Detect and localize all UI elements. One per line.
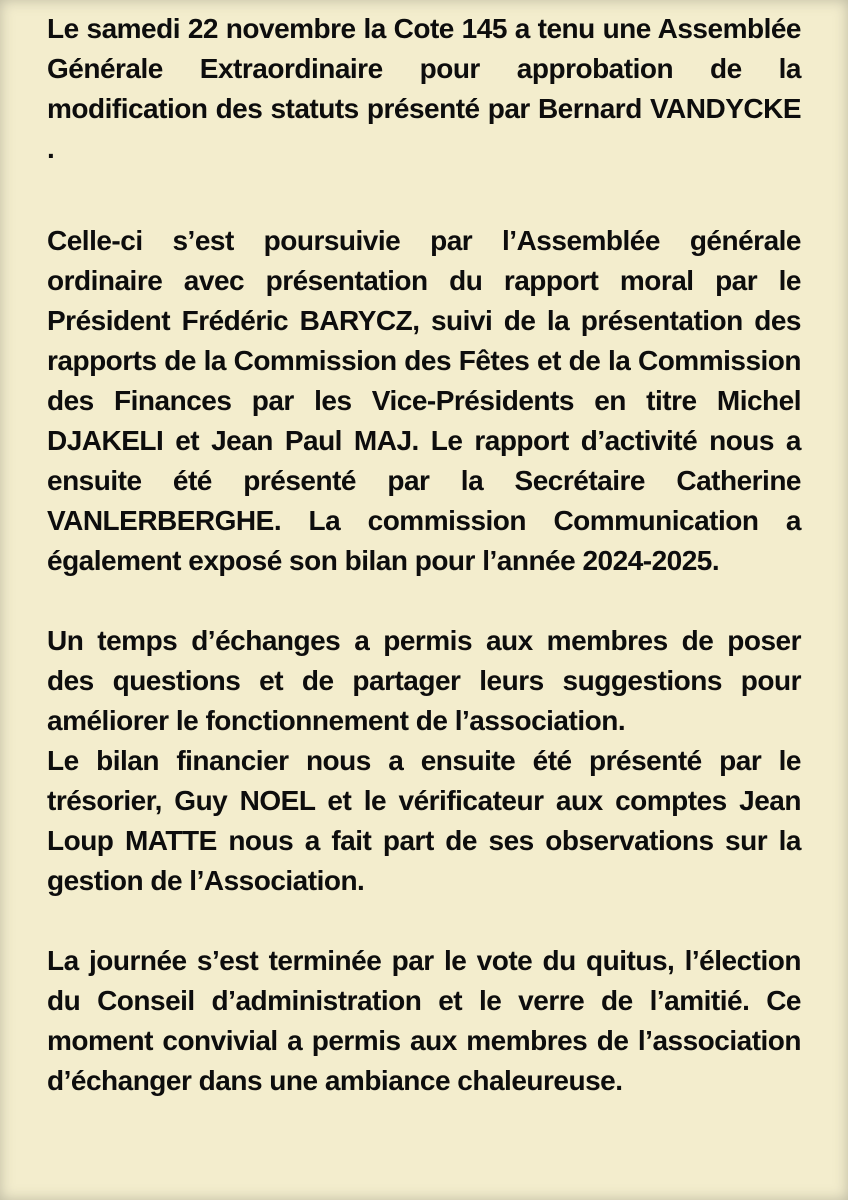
paragraph-temps-echanges: Un temps d’échanges a permis aux membres de poser des questions et de partager leurs suggestions pour améliorer le fonctionnement de l’association. <box>47 625 801 736</box>
paragraph-assemblee-extraordinaire: Le samedi 22 novembre la Cote 145 a tenu une Assemblée Générale Extraordinaire pour approbation de la modification des statuts présenté par Bernard VANDYCKE . <box>47 13 801 164</box>
paragraph-cloture-journee: La journée s’est terminée par le vote du quitus, l’élection du Conseil d’administration et le verre de l’amitié. Ce moment convivial a permis aux membres de l’association d’échanger dans une ambiance chaleureuse. <box>47 945 801 1096</box>
paragraph-bilan-financier: Le bilan financier nous a ensuite été présenté par le trésorier, Guy NOEL et le vérificateur aux comptes Jean Loup MATTE nous a fait part de ses observations sur la gestion de l’Association. <box>47 745 801 896</box>
paragraph-assemblee-ordinaire-rapports: Celle-ci s’est poursuivie par l’Assemblée générale ordinaire avec présentation du rapport moral par le Président Frédéric BARYCZ, suivi de la présentation des rapports de la Commission des Fêtes et de la Commission des Finances par les Vice-Présidents en titre Michel DJAKELI et Jean Paul MAJ. Le rapport d’activité nous a ensuite été présenté par la Secrétaire Catherine VANLERBERGHE. La commission Communication a également exposé son bilan pour l’année 2024-2025. <box>47 225 801 576</box>
